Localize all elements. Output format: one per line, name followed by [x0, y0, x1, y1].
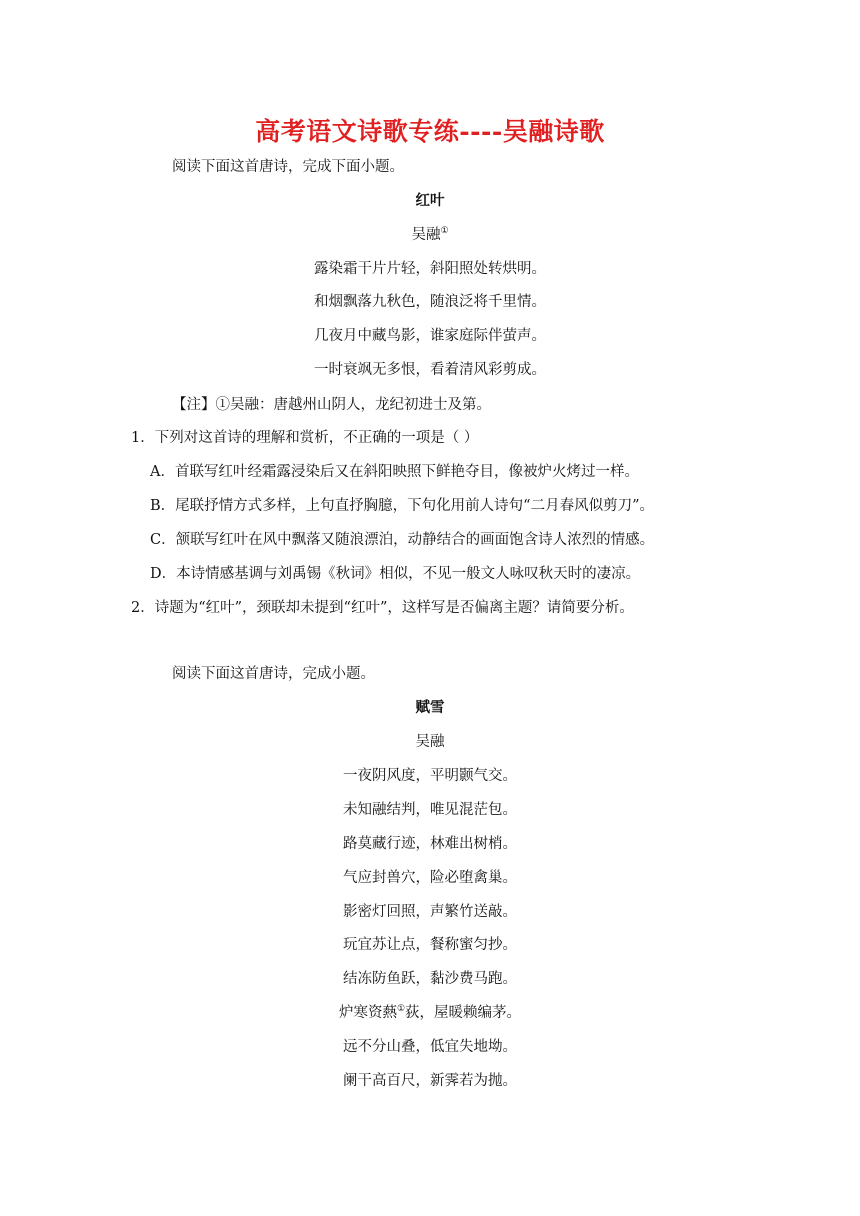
poem2-title: 赋雪: [415, 699, 445, 716]
poem2-line-5: 影密灯回照，声繁竹送敲。: [343, 904, 517, 920]
poem2-line-4: 气应封兽穴，险必堕禽巢。: [343, 870, 517, 886]
poem1-line-3: 几夜月中藏鸟影，谁家庭际伴萤声。: [314, 328, 546, 344]
question-1-option-a: A．首联写红叶经霜露浸染后又在斜阳映照下鲜艳夺目，像被炉火烤过一样。: [150, 464, 639, 480]
poem2-line-8-part1: 炉寒资爇: [338, 1005, 397, 1021]
poem2-line-2: 未知融结判，唯见混茫包。: [343, 802, 517, 818]
poem2-line-3: 路莫藏行迹，林难出树梢。: [343, 836, 517, 852]
poem1-author: [0, 225, 860, 245]
document-title: 高考语文诗歌专练----吴融诗歌: [255, 117, 605, 146]
section1-instruction: 阅读下面这首唐诗，完成下面小题。: [172, 159, 404, 175]
poem2-line-8: [0, 1003, 860, 1023]
poem2-author: 吴融: [415, 734, 445, 750]
question-1: 1．下列对这首诗的理解和赏析，不正确的一项是（ ）: [131, 430, 479, 446]
poem1-title: 红叶: [415, 192, 445, 209]
poem2-line-7: 结冻防鱼跃，黏沙费马跑。: [343, 971, 517, 987]
poem2-line-8-note-mark: ①: [396, 1004, 406, 1015]
poem2-line-9: 远不分山叠，低宜失地坳。: [343, 1039, 517, 1055]
poem1-note: 【注】①吴融：唐越州山阴人，龙纪初进士及第。: [172, 397, 491, 413]
poem1-line-4: 一时衰飒无多恨，看着清风彩剪成。: [314, 362, 546, 378]
poem1-author-note-mark: ①: [440, 226, 449, 237]
poem2-line-8-part2: 荻，屋暖赖编茅。: [405, 1005, 522, 1021]
poem1-author-name: 吴融: [411, 227, 441, 243]
question-1-option-c: C．颔联写红叶在风中飘落又随浪漂泊，动静结合的画面饱含诗人浓烈的情感。: [150, 532, 655, 548]
poem2-line-6: 玩宜苏让点，餐称蜜匀抄。: [343, 937, 517, 953]
poem2-line-10: 阑干高百尺，新霁若为抛。: [343, 1073, 517, 1089]
poem2-line-1: 一夜阴风度，平明颢气交。: [343, 768, 517, 784]
question-1-option-b: B．尾联抒情方式多样，上句直抒胸臆，下句化用前人诗句“二月春风似剪刀”。: [150, 498, 654, 514]
question-1-option-d: D．本诗情感基调与刘禹锡《秋词》相似，不见一般文人咏叹秋天时的凄凉。: [150, 566, 641, 582]
question-2: 2．诗题为“红叶”，颈联却未提到“红叶”，这样写是否偏离主题？请简要分析。: [131, 600, 634, 616]
section2-instruction: 阅读下面这首唐诗，完成小题。: [172, 666, 375, 682]
poem1-line-1: 露染霜干片片轻，斜阳照处转烘明。: [314, 261, 546, 277]
poem1-line-2: 和烟飘落九秋色，随浪泛将千里情。: [314, 294, 546, 310]
